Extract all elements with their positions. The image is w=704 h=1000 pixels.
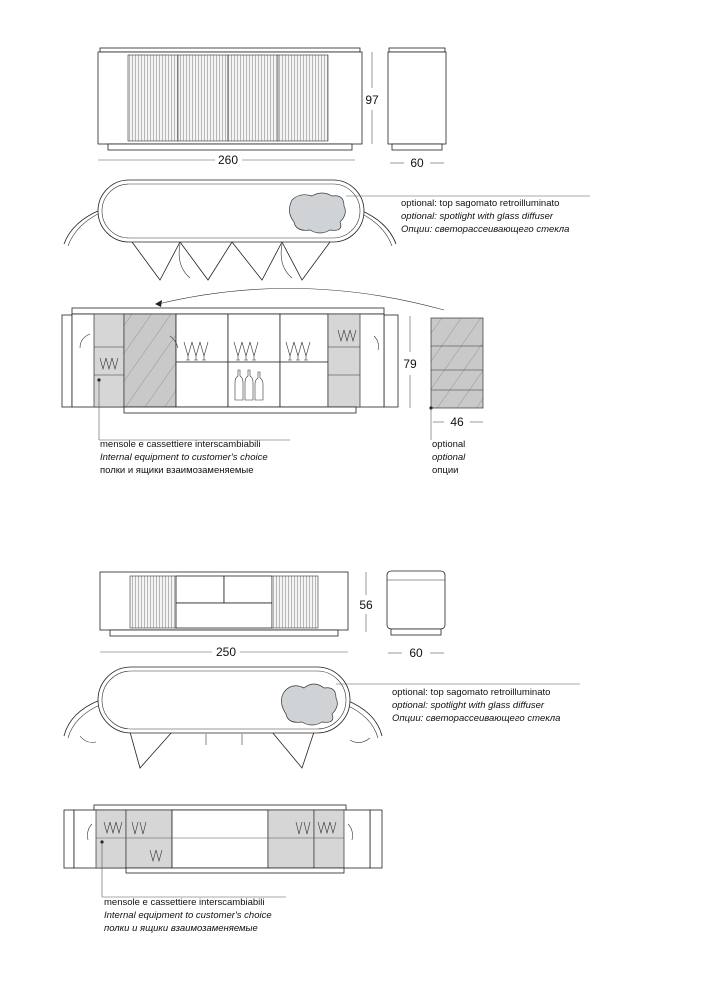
model-a-interior-note-2: Internal equipment to customer's choice (100, 452, 268, 463)
model-b-top-view (64, 667, 580, 768)
model-a-top-note-3: Опции: светорассеивающего стекла (401, 224, 570, 235)
model-b-interior-view (64, 805, 382, 934)
model-a-optional-depth-dimension: 46 (450, 415, 464, 429)
model-b-top-note-2: optional: spotlight with glass diffuser (392, 700, 545, 711)
model-a-interior-view (62, 288, 444, 476)
model-a-width-dimension: 260 (217, 153, 239, 167)
model-a-height-dimension: 97 (365, 93, 379, 107)
model-a (62, 48, 590, 476)
model-a-top-note-1: optional: top sagomato retroilluminato (401, 198, 560, 209)
model-a-depth-dimension: 60 (410, 156, 424, 170)
model-a-optional-label-2: optional (432, 452, 466, 463)
model-a-interior-height-dimension: 79 (403, 357, 417, 371)
model-a-optional-label-1: optional (432, 439, 466, 450)
model-a-backlit-top-shape (289, 193, 345, 233)
model-b-height-dimension: 56 (359, 598, 373, 612)
model-b-backlit-top-shape (281, 684, 337, 725)
model-b-top-note-1: optional: top sagomato retroilluminato (392, 687, 551, 698)
model-b-interior-note-1: mensole e cassettiere interscambiabili (104, 897, 265, 908)
model-a-interior-note-1: mensole e cassettiere interscambiabili (100, 439, 261, 450)
model-a-optional-label-3: опции (432, 465, 459, 476)
model-a-side-view (365, 48, 446, 170)
model-b (64, 571, 580, 934)
model-a-optional-unit (429, 318, 483, 476)
model-a-interior-note-3: полки и ящики взаимозаменяемые (100, 465, 254, 476)
model-a-front-view (98, 48, 362, 167)
model-a-top-view (64, 180, 590, 280)
model-b-side-view (359, 571, 445, 660)
model-b-depth-dimension: 60 (409, 646, 423, 660)
model-b-interior-note-3: полки и ящики взаимозаменяемые (104, 923, 258, 934)
model-b-front-view (100, 572, 348, 659)
model-b-width-dimension: 250 (215, 645, 237, 659)
model-b-top-note-3: Опции: светорассеивающего стекла (392, 713, 561, 724)
model-a-top-note-2: optional: spotlight with glass diffuser (401, 211, 554, 222)
model-b-interior-note-2: Internal equipment to customer's choice (104, 910, 272, 921)
